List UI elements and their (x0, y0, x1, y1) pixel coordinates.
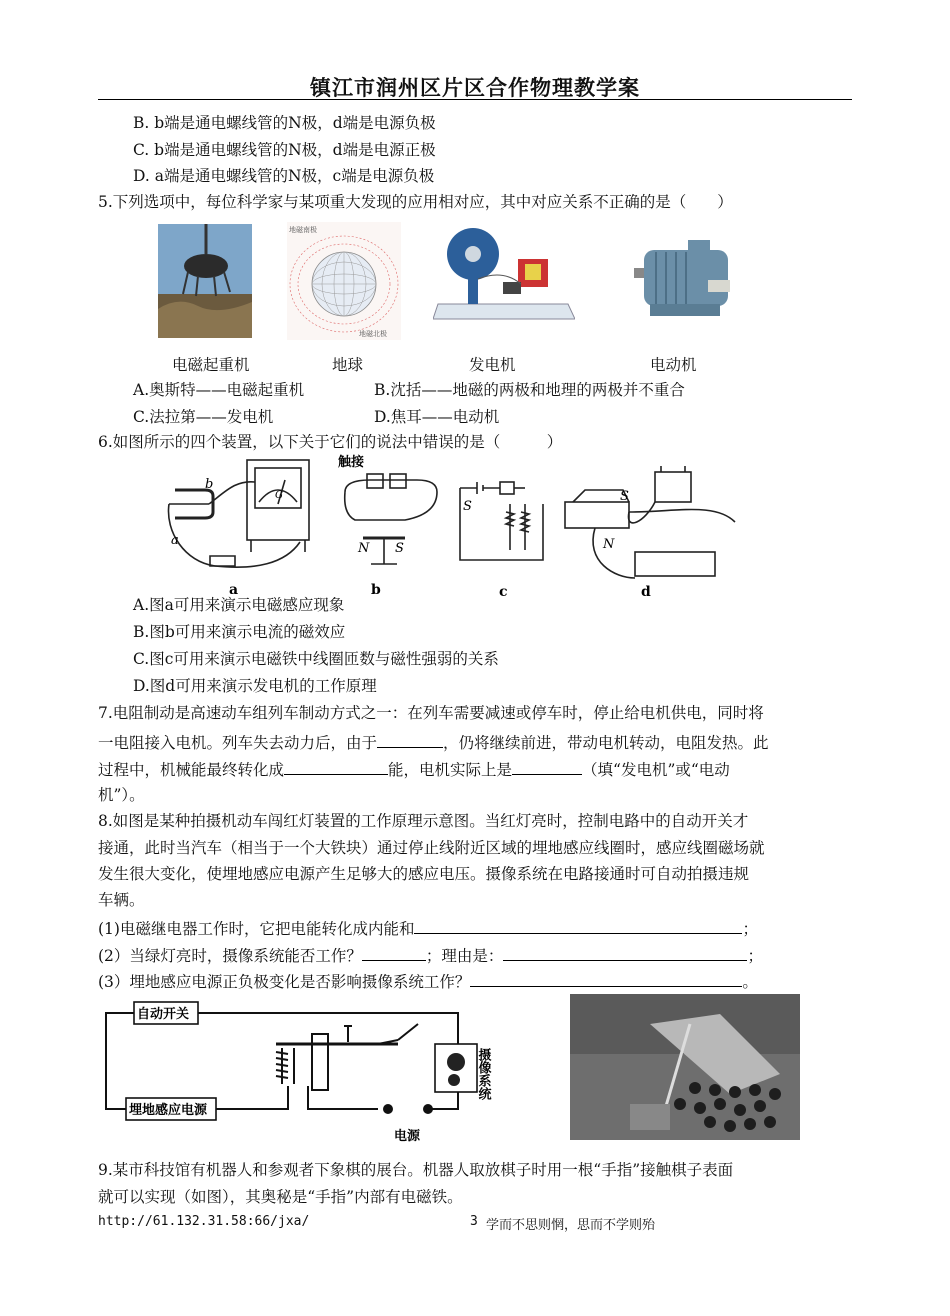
q5-option-a: A.奥斯特——电磁起重机 (133, 381, 305, 399)
q6-option-c: C.图c可用来演示电磁铁中线圈匝数与磁性强弱的关系 (133, 650, 499, 668)
fig-c-label: c (499, 584, 508, 600)
q8-blank-2[interactable] (362, 944, 426, 961)
q8-sub-2-reason: ；理由是： (425, 947, 504, 965)
fig-d-letter-s: S (620, 489, 629, 504)
q7-line-4: 机”）。 (98, 786, 145, 804)
chess-robot-photo (570, 994, 800, 1140)
q7-blank-3[interactable] (512, 758, 582, 775)
q6-option-a: A.图a可用来演示电磁感应现象 (133, 596, 345, 614)
q8-blank-1[interactable] (414, 917, 742, 934)
caption-generator: 发电机 (469, 356, 516, 374)
q7-text-2a: 一电阻接入电机。列车失去动力后，由于 (98, 734, 378, 752)
fig-b-touch-label: 触接 (338, 455, 365, 470)
fig-d-label: d (641, 584, 651, 600)
caption-crane: 电磁起重机 (172, 356, 250, 374)
footer-url[interactable]: http://61.132.31.58:66/jxa/ (98, 1214, 310, 1229)
fig-b-letter-s: S (395, 541, 404, 556)
caption-motor: 电动机 (650, 356, 697, 374)
q7-blank-2[interactable] (284, 758, 388, 775)
q7-text-3b: 能，电机实际上是 (388, 761, 513, 779)
q8-sub-3-end: 。 (742, 973, 758, 991)
globe-label-south: 地磁南极 (289, 226, 317, 234)
q7-line-1: 7.电阻制动是高速动车组列车制动方式之一：在列车需要减速或停车时，停止给电机供电，同时将 (98, 704, 764, 722)
q8-sub-2-text: (2）当绿灯亮时，摄像系统能否工作？ (98, 947, 362, 965)
q8-sub-1-text: (1)电磁继电器工作时，它把电能转化成内能和 (98, 920, 415, 938)
q5-option-b: B.沈括——地磁的两极和地理的两极并不重合 (374, 381, 685, 399)
circuit-switch-label: 自动开关 (137, 1006, 190, 1021)
q5-option-c: C.法拉第——发电机 (133, 408, 274, 426)
q6-option-d: D.图d可用来演示发电机的工作原理 (133, 677, 377, 695)
footer-motto: 学而不思则惘，思而不学则殆 (486, 1218, 656, 1233)
globe-label-north: 地磁北极 (359, 330, 387, 338)
q8-line-3: 发生很大变化，使埋地感应电源产生足够大的感应电压。摄像系统在电路接通时可自动拍摄违规 (98, 865, 750, 883)
footer-page-number: 3 (470, 1214, 478, 1229)
q4-option-d: D. a端是通电螺线管的N极，c端是电源负极 (133, 167, 435, 185)
q9-line-2: 就可以实现（如图），其奥秘是“手指”内部有电磁铁。 (98, 1188, 463, 1206)
q8-line-2: 接通，此时当汽车（相当于一个大铁块）通过停止线附近区域的埋地感应线圈时，感应线圈磁场就 (98, 839, 765, 857)
q7-line-2 (98, 731, 769, 753)
generator-photo (433, 224, 575, 324)
circuit-power-label: 电源 (394, 1128, 421, 1143)
red-light-circuit-diagram (98, 996, 508, 1144)
fig-c-letter-s: S (463, 499, 472, 514)
q6-stem: 6.如图所示的四个装置，以下关于它们的说法中错误的是（ ） (98, 433, 563, 451)
q8-blank-4[interactable] (470, 970, 742, 987)
fig-a-letter-a: a (171, 533, 179, 548)
q7-text-3a: 过程中，机械能最终转化成 (98, 761, 285, 779)
q8-sub-3-text: (3）埋地感应电源正负极变化是否影响摄像系统工作？ (98, 973, 471, 991)
q7-text-3c: （填“发电机”或“电动 (582, 761, 730, 779)
q8-blank-3[interactable] (503, 944, 747, 961)
q8-sub-3 (98, 970, 758, 992)
fig-a-label: a (229, 582, 239, 598)
page-title: 镇江市润州区片区合作物理教学案 (310, 76, 640, 100)
q7-blank-1[interactable] (377, 731, 443, 748)
q6-apparatus-figure (155, 452, 745, 602)
q9-line-1: 9.某市科技馆有机器人和参观者下象棋的展台。机器人取放棋子时用一根“手指”接触棋子表面 (98, 1161, 734, 1179)
caption-earth: 地球 (332, 356, 364, 374)
q8-sub-2 (98, 944, 763, 966)
q8-line-1: 8.如图是某种拍摄机动车闯红灯装置的工作原理示意图。当红灯亮时，控制电路中的自动开关才 (98, 812, 749, 830)
circuit-camera-label: 摄像系统 (476, 1048, 492, 1100)
q8-sub-1-end: ； (742, 920, 758, 938)
q5-option-d: D.焦耳——电动机 (374, 408, 500, 426)
fig-b-label: b (371, 582, 381, 598)
q5-stem: 5.下列选项中，每位科学家与某项重大发现的应用相对应，其中对应关系不正确的是（ ） (98, 193, 733, 211)
circuit-source-label: 埋地感应电源 (129, 1102, 208, 1117)
q8-sub-1 (98, 917, 758, 939)
fig-d-letter-n: N (603, 537, 615, 552)
earth-magnetic-field-figure (287, 222, 401, 340)
q7-line-3 (98, 758, 730, 780)
q8-line-4: 车辆。 (98, 891, 145, 909)
header-divider (98, 99, 852, 100)
crane-photo (158, 224, 252, 338)
fig-a-letter-b: b (205, 477, 214, 492)
q4-option-b: B. b端是通电螺线管的N极，d端是电源负极 (133, 114, 436, 132)
q4-option-c: C. b端是通电螺线管的N极，d端是电源正极 (133, 141, 436, 159)
fig-a-galv-letter: G (275, 490, 283, 501)
q6-option-b: B.图b可用来演示电流的磁效应 (133, 623, 346, 641)
motor-photo (616, 230, 740, 330)
q7-text-2b: ，仍将继续前进，带动电机转动，电阻发热。此 (443, 734, 769, 752)
q8-sub-2-end: ； (747, 947, 763, 965)
fig-b-letter-n: N (358, 541, 370, 556)
